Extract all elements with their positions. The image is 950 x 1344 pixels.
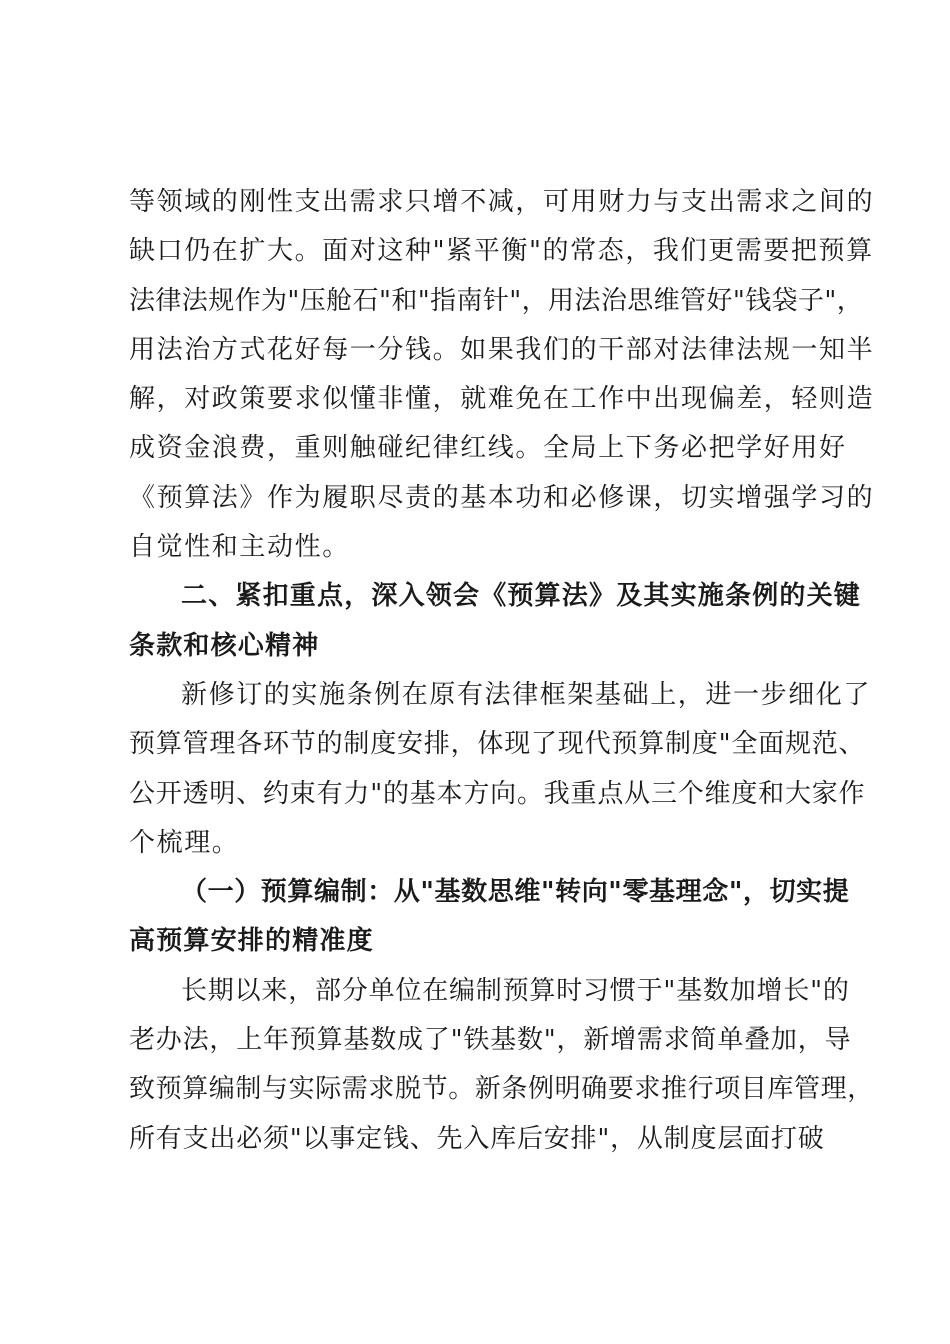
body-line: 法律法规作为"压舱石"和"指南针"，用法治思维管好"钱袋子"， (129, 285, 864, 316)
document-body (129, 178, 875, 1164)
body-line: 新修订的实施条例在原有法律框架基础上，进一步细化了 (181, 679, 872, 710)
body-line: 老办法，上年预算基数成了"铁基数"，新增需求简单叠加，导 (129, 1025, 852, 1056)
body-line: 长期以来，部分单位在编制预算时习惯于"基数加增长"的 (181, 975, 850, 1006)
body-line: 自觉性和主动性。 (129, 532, 350, 563)
body-line: 解，对政策要求似懂非懂，就难免在工作中出现偏差，轻则造 (129, 384, 875, 415)
body-line: 成资金浪费，重则触碰纪律红线。全局上下务必把学好用好 (129, 433, 847, 464)
body-line: 《预算法》作为履职尽责的基本功和必修课，切实增强学习的 (129, 482, 875, 513)
body-line: 缺口仍在扩大。面对这种"紧平衡"的常态，我们更需要把预算 (129, 236, 874, 267)
section-heading-continued: 条款和核心精神 (129, 630, 320, 661)
body-line: 公开透明、约束有力"的基本方向。我重点从三个维度和大家作 (129, 778, 866, 809)
body-line: 等领域的刚性支出需求只增不减，可用财力与支出需求之间的 (129, 187, 875, 217)
section-heading: 二、紧扣重点，深入领会《预算法》及其实施条例的关键 (181, 581, 862, 612)
body-line: 个梳理。 (129, 827, 240, 858)
body-line: 致预算编制与实际需求脱节。新条例明确要求推行项目库管理， (129, 1074, 874, 1105)
body-line: 所有支出必须"以事定钱、先入库后安排"，从制度层面打破 (129, 1123, 825, 1154)
body-line: 预算管理各环节的制度安排，体现了现代预算制度"全面规范、 (129, 729, 866, 760)
subsection-heading-continued: 高预算安排的精准度 (129, 926, 374, 957)
subsection-heading: （一）预算编制：从"基数思维"转向"零基理念"，切实提 (181, 877, 850, 908)
body-line: 用法治方式花好每一分钱。如果我们的干部对法律法规一知半 (129, 334, 875, 365)
